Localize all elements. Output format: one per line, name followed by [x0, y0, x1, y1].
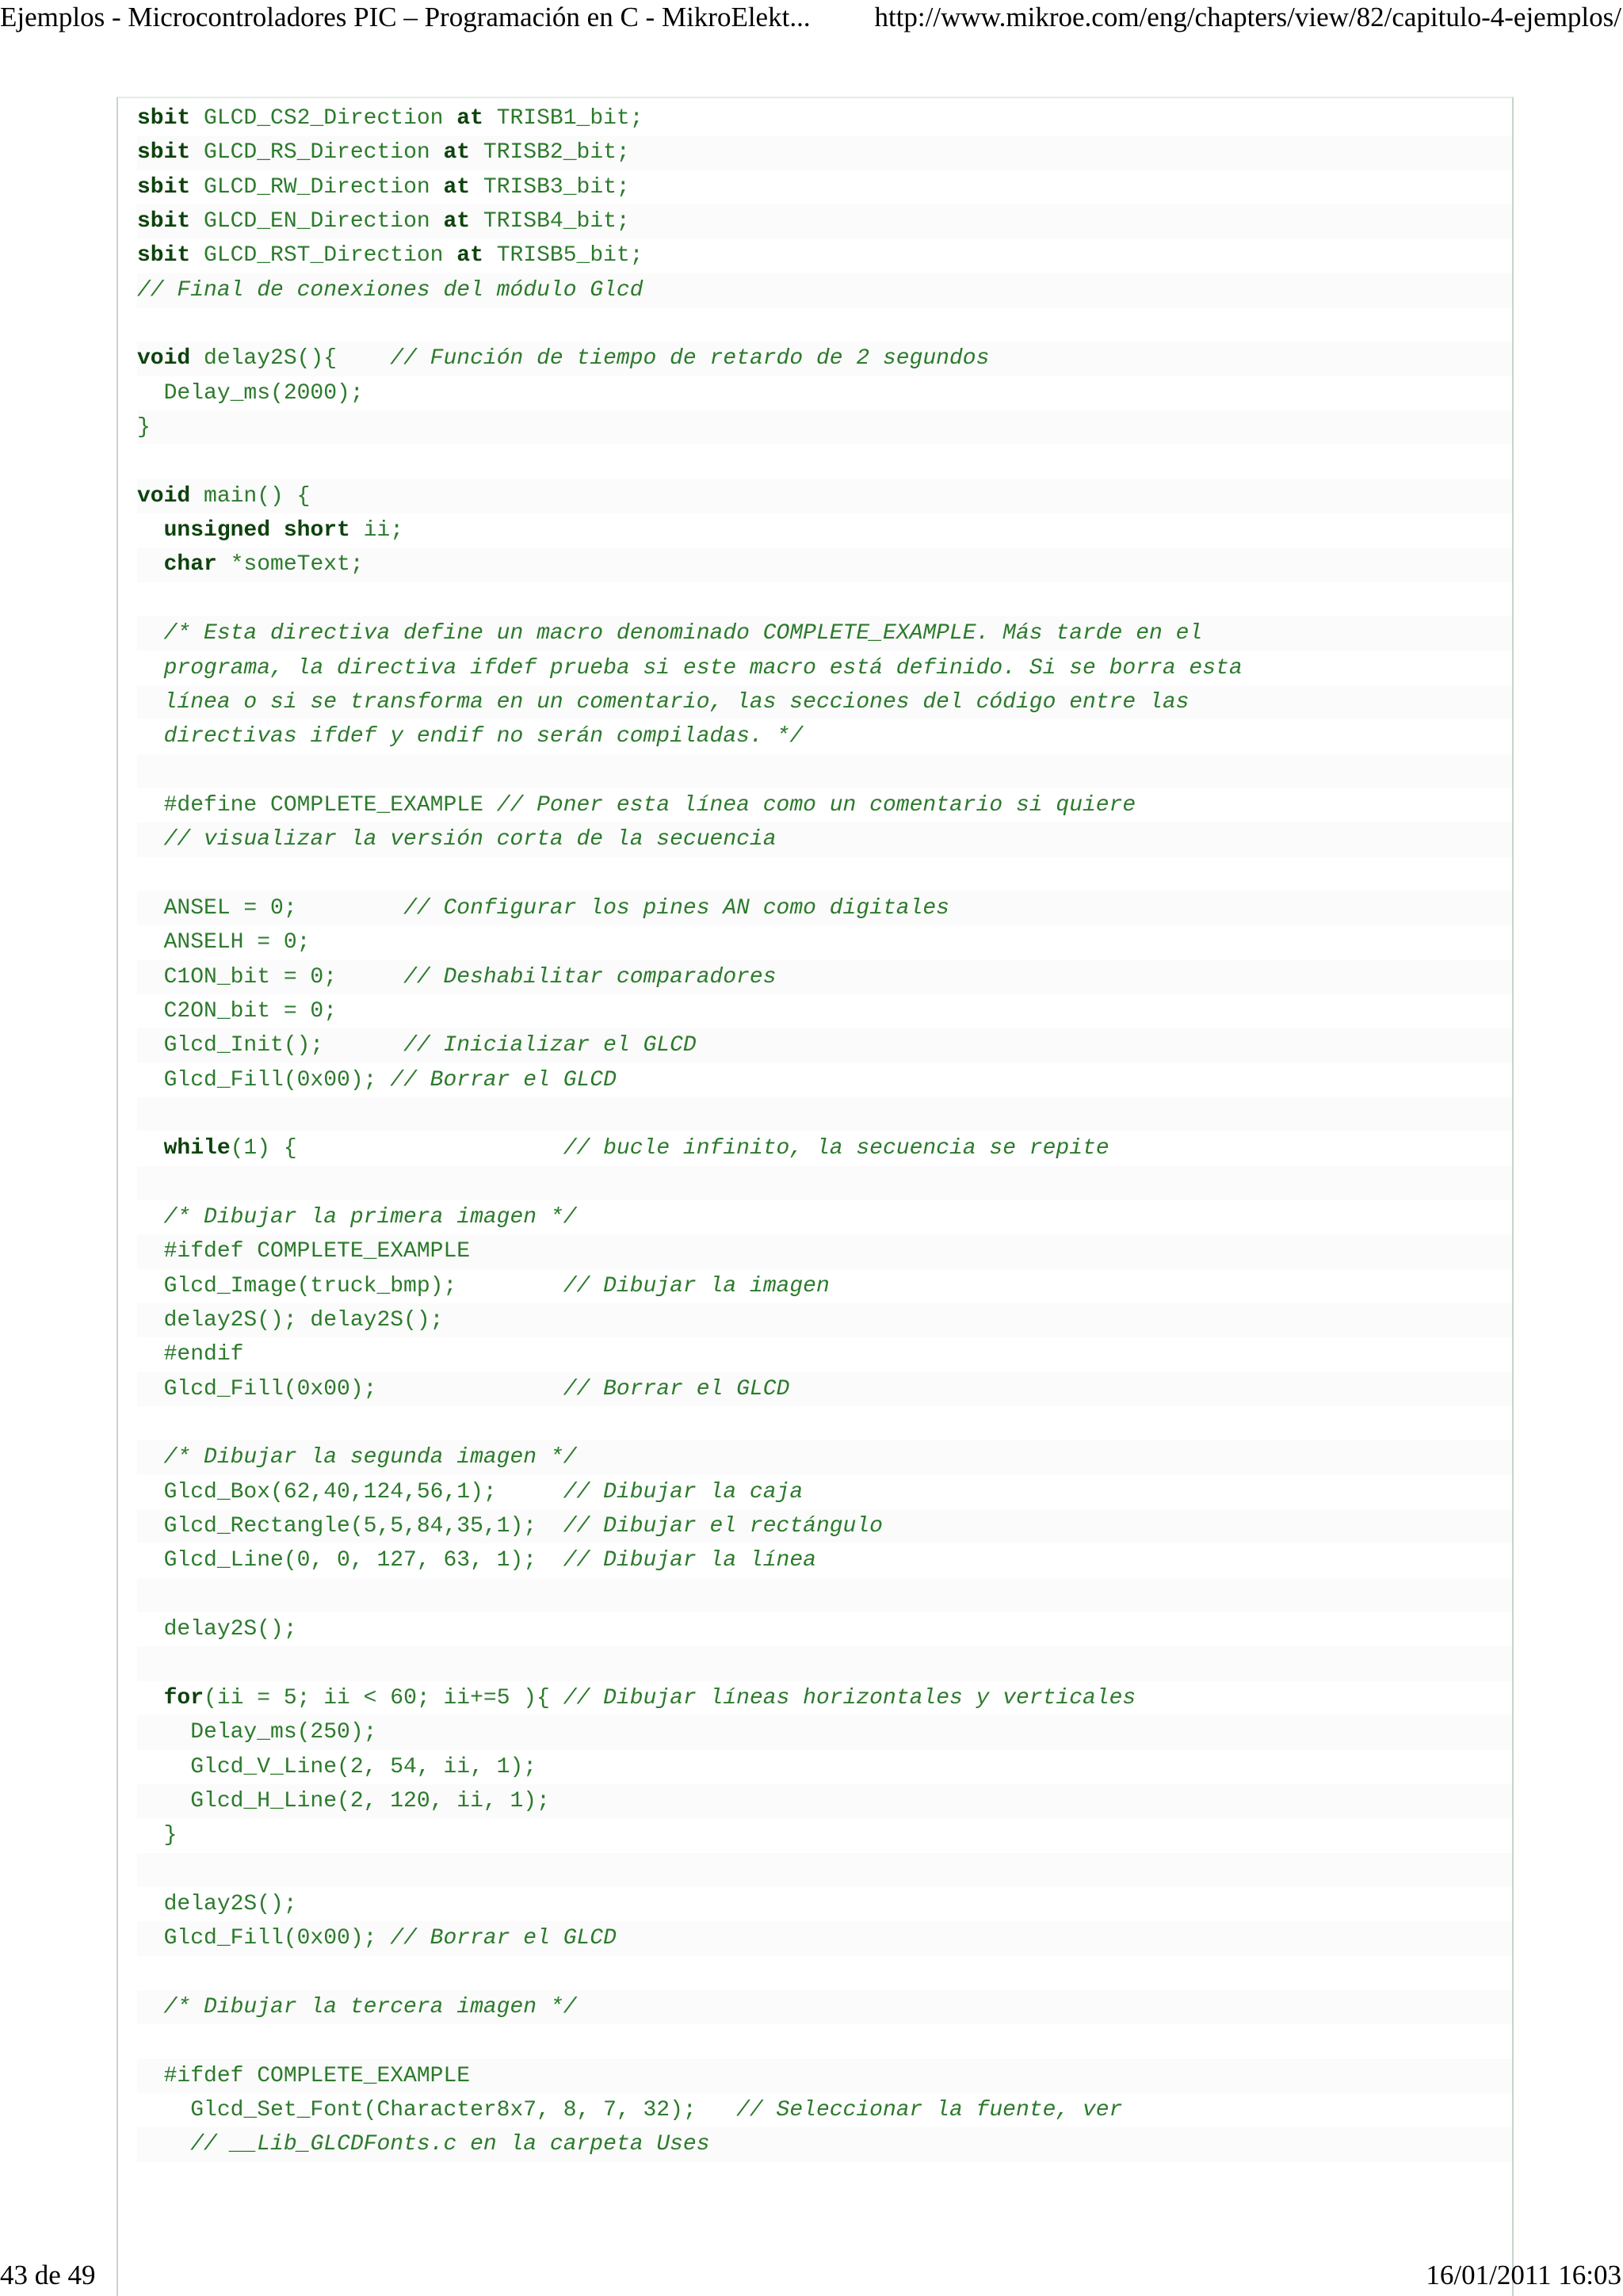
code-line: [137, 273, 1512, 307]
page-footer-page-number: 43 de 49: [0, 2260, 96, 2290]
code-comment: // Dibujar el rectángulo: [563, 1514, 883, 1539]
page-footer-datetime: 16/01/2011 16:03: [1426, 2260, 1621, 2290]
code-text: ANSELH = 0;: [137, 930, 311, 955]
code-line: [137, 1612, 1512, 1646]
code-line: [137, 582, 1512, 616]
code-comment: // bucle infinito, la secuencia se repite: [563, 1136, 1109, 1161]
code-line: [137, 238, 1512, 273]
code-comment: // visualizar la versión corta de la secuencia: [163, 827, 777, 852]
code-comment: /* Esta directiva define un macro denominado COMPLETE_EXAMPLE. Más tarde en el: [163, 621, 1203, 646]
code-comment: // Final de conexiones del módulo Glcd: [137, 277, 643, 303]
code-keyword: at: [443, 174, 471, 200]
code-line: [137, 1097, 1512, 1131]
code-comment: directivas ifdef y endif no serán compiladas. */: [163, 724, 804, 749]
code-text: (ii = 5; ii < 60; ii+=5 ){: [204, 1685, 563, 1711]
code-text: delay2S();: [137, 1891, 297, 1917]
code-line: [137, 1063, 1512, 1097]
code-keyword: char: [163, 552, 217, 578]
code-listing: [137, 101, 1512, 2196]
code-line: [137, 1028, 1512, 1062]
code-keyword: sbit: [137, 140, 191, 166]
code-text: GLCD_RS_Direction: [190, 140, 444, 166]
code-line: [137, 1372, 1512, 1406]
code-line: [137, 1269, 1512, 1303]
code-line: [137, 1337, 1512, 1371]
code-text: #ifdef COMPLETE_EXAMPLE: [137, 1239, 471, 1264]
code-keyword: void: [137, 483, 191, 509]
code-text: [137, 1686, 164, 1711]
code-text: [137, 2132, 190, 2157]
code-comment: // Poner esta línea como un comentario si quiere: [496, 792, 1136, 818]
code-comment: // Dibujar líneas horizontales y verticales: [563, 1685, 1136, 1711]
code-comment: // Dibujar la imagen: [563, 1273, 830, 1299]
code-text: Delay_ms(250);: [137, 1720, 377, 1745]
code-text: *someText;: [216, 552, 364, 578]
code-text: [137, 1136, 164, 1161]
code-line: [137, 1166, 1512, 1200]
code-text: [137, 552, 164, 577]
code-line: [137, 1818, 1512, 1852]
code-keyword: sbit: [137, 106, 191, 131]
code-listing-box: [116, 97, 1514, 2296]
code-line: [137, 994, 1512, 1028]
code-text: GLCD_EN_Direction: [190, 209, 444, 235]
code-text: Glcd_Rectangle(5,5,84,35,1);: [137, 1514, 563, 1539]
code-text: [137, 1445, 164, 1470]
code-comment: // Inicializar el GLCD: [403, 1033, 697, 1058]
code-line: [137, 1543, 1512, 1577]
code-text: ANSEL = 0;: [137, 895, 404, 921]
code-text: Glcd_Line(0, 0, 127, 63, 1);: [137, 1548, 563, 1573]
code-keyword: at: [443, 209, 471, 235]
code-keyword: at: [456, 106, 483, 131]
code-text: GLCD_RW_Direction: [190, 174, 444, 200]
code-keyword: void: [137, 346, 191, 372]
code-text: [137, 690, 164, 715]
code-comment: // Dibujar la caja: [563, 1479, 804, 1505]
code-text: delay2S(); delay2S();: [137, 1308, 444, 1333]
code-comment: // Configurar los pines AN como digitales: [403, 895, 949, 921]
code-comment: // Función de tiempo de retardo de 2 segundos: [390, 346, 990, 372]
code-keyword: at: [443, 140, 471, 166]
code-line: [137, 1956, 1512, 1990]
code-line: [137, 1509, 1512, 1543]
code-text: #ifdef COMPLETE_EXAMPLE: [137, 2063, 471, 2088]
code-line: [137, 1990, 1512, 2024]
code-line: [137, 1475, 1512, 1509]
code-text: main() {: [190, 483, 311, 509]
code-line: [137, 616, 1512, 650]
code-text: Glcd_V_Line(2, 54, ii, 1);: [137, 1754, 537, 1779]
page-header-url: http://www.mikroe.com/eng/chapters/view/82/capitulo-4-ejemplos/: [874, 2, 1621, 32]
code-keyword: unsigned short: [163, 518, 350, 543]
code-line: [137, 2127, 1512, 2161]
code-text: }: [137, 415, 151, 441]
code-line: [137, 960, 1512, 994]
code-text: TRISB2_bit;: [470, 140, 630, 166]
code-line: [137, 1681, 1512, 1715]
code-comment: /* Dibujar la segunda imagen */: [163, 1445, 577, 1470]
code-comment: // Deshabilitar comparadores: [403, 964, 777, 990]
code-text: [137, 656, 164, 681]
code-text: TRISB4_bit;: [470, 209, 630, 235]
code-line: [137, 857, 1512, 891]
code-comment: línea o si se transforma en un comentario, las secciones del código entre las: [163, 689, 1190, 715]
code-text: Glcd_H_Line(2, 120, ii, 1);: [137, 1788, 550, 1814]
code-text: Glcd_Fill(0x00);: [137, 1926, 391, 1951]
code-keyword: while: [163, 1136, 231, 1161]
code-line: [137, 341, 1512, 376]
code-line: [137, 1784, 1512, 1818]
code-line: [137, 651, 1512, 685]
code-comment: // Borrar el GLCD: [563, 1376, 790, 1402]
code-text: delay2S(){: [190, 346, 391, 372]
code-line: [137, 1303, 1512, 1337]
code-text: GLCD_CS2_Direction: [190, 106, 457, 131]
code-comment: // Dibujar la línea: [563, 1548, 816, 1573]
code-text: TRISB3_bit;: [470, 174, 630, 200]
code-line: [137, 101, 1512, 135]
code-line: [137, 307, 1512, 341]
code-keyword: sbit: [137, 174, 191, 200]
code-text: }: [137, 1823, 178, 1848]
code-text: Glcd_Fill(0x00);: [137, 1376, 563, 1402]
code-line: [137, 1715, 1512, 1749]
code-line: [137, 925, 1512, 959]
code-text: [137, 518, 164, 543]
code-line: [137, 1578, 1512, 1612]
code-line: [137, 1921, 1512, 1955]
code-text: C1ON_bit = 0;: [137, 964, 404, 990]
code-text: (1) {: [230, 1136, 563, 1161]
code-line: [137, 135, 1512, 170]
code-line: [137, 719, 1512, 753]
code-comment: // Seleccionar la fuente, ver: [736, 2097, 1123, 2122]
code-line: [137, 754, 1512, 788]
code-line: [137, 1131, 1512, 1165]
code-text: TRISB5_bit;: [483, 243, 643, 269]
code-keyword: at: [456, 243, 483, 269]
code-line: [137, 2162, 1512, 2196]
code-text: Glcd_Box(62,40,124,56,1);: [137, 1479, 563, 1505]
code-line: [137, 1853, 1512, 1887]
code-keyword: for: [163, 1685, 204, 1711]
code-comment: // Borrar el GLCD: [390, 1067, 617, 1093]
code-line: [137, 685, 1512, 719]
code-text: [137, 1995, 164, 2019]
code-line: [137, 1440, 1512, 1474]
code-text: GLCD_RST_Direction: [190, 243, 457, 269]
code-text: TRISB1_bit;: [483, 106, 643, 131]
code-text: Glcd_Image(truck_bmp);: [137, 1273, 563, 1299]
code-comment: // __Lib_GLCDFonts.c en la carpeta Uses: [190, 2132, 710, 2157]
page-header-title: Ejemplos - Microcontroladores PIC – Programación en C - MikroElekt...: [0, 2, 811, 32]
code-line: [137, 204, 1512, 238]
code-text: [137, 1205, 164, 1230]
code-keyword: sbit: [137, 209, 191, 235]
code-keyword: sbit: [137, 243, 191, 269]
code-line: [137, 513, 1512, 547]
code-comment: // Borrar el GLCD: [390, 1926, 617, 1951]
code-text: [137, 827, 164, 852]
code-text: Glcd_Fill(0x00);: [137, 1067, 391, 1093]
code-text: Glcd_Init();: [137, 1033, 404, 1058]
code-text: [137, 724, 164, 749]
code-text: C2ON_bit = 0;: [137, 998, 338, 1024]
code-text: delay2S();: [137, 1617, 297, 1642]
code-line: [137, 410, 1512, 444]
code-text: Glcd_Set_Font(Character8x7, 8, 7, 32);: [137, 2097, 737, 2122]
code-line: [137, 2059, 1512, 2093]
code-line: [137, 1887, 1512, 1921]
code-line: [137, 788, 1512, 822]
code-line: [137, 2093, 1512, 2127]
code-line: [137, 1234, 1512, 1268]
code-line: [137, 822, 1512, 856]
code-line: [137, 2024, 1512, 2058]
code-line: [137, 170, 1512, 204]
code-line: [137, 479, 1512, 513]
code-line: [137, 547, 1512, 582]
code-text: #define COMPLETE_EXAMPLE: [137, 792, 497, 818]
code-comment: /* Dibujar la primera imagen */: [163, 1205, 577, 1230]
code-text: #endif: [137, 1342, 244, 1367]
code-comment: programa, la directiva ifdef prueba si este macro está definido. Si se borra esta: [163, 655, 1243, 681]
code-line: [137, 1750, 1512, 1784]
code-text: [137, 621, 164, 646]
code-line: [137, 1200, 1512, 1234]
code-comment: /* Dibujar la tercera imagen */: [163, 1994, 577, 2019]
code-line: [137, 891, 1512, 925]
code-line: [137, 1646, 1512, 1680]
code-line: [137, 444, 1512, 479]
code-text: Delay_ms(2000);: [137, 380, 364, 406]
code-line: [137, 376, 1512, 410]
code-line: [137, 1406, 1512, 1440]
code-text: ii;: [349, 518, 404, 543]
